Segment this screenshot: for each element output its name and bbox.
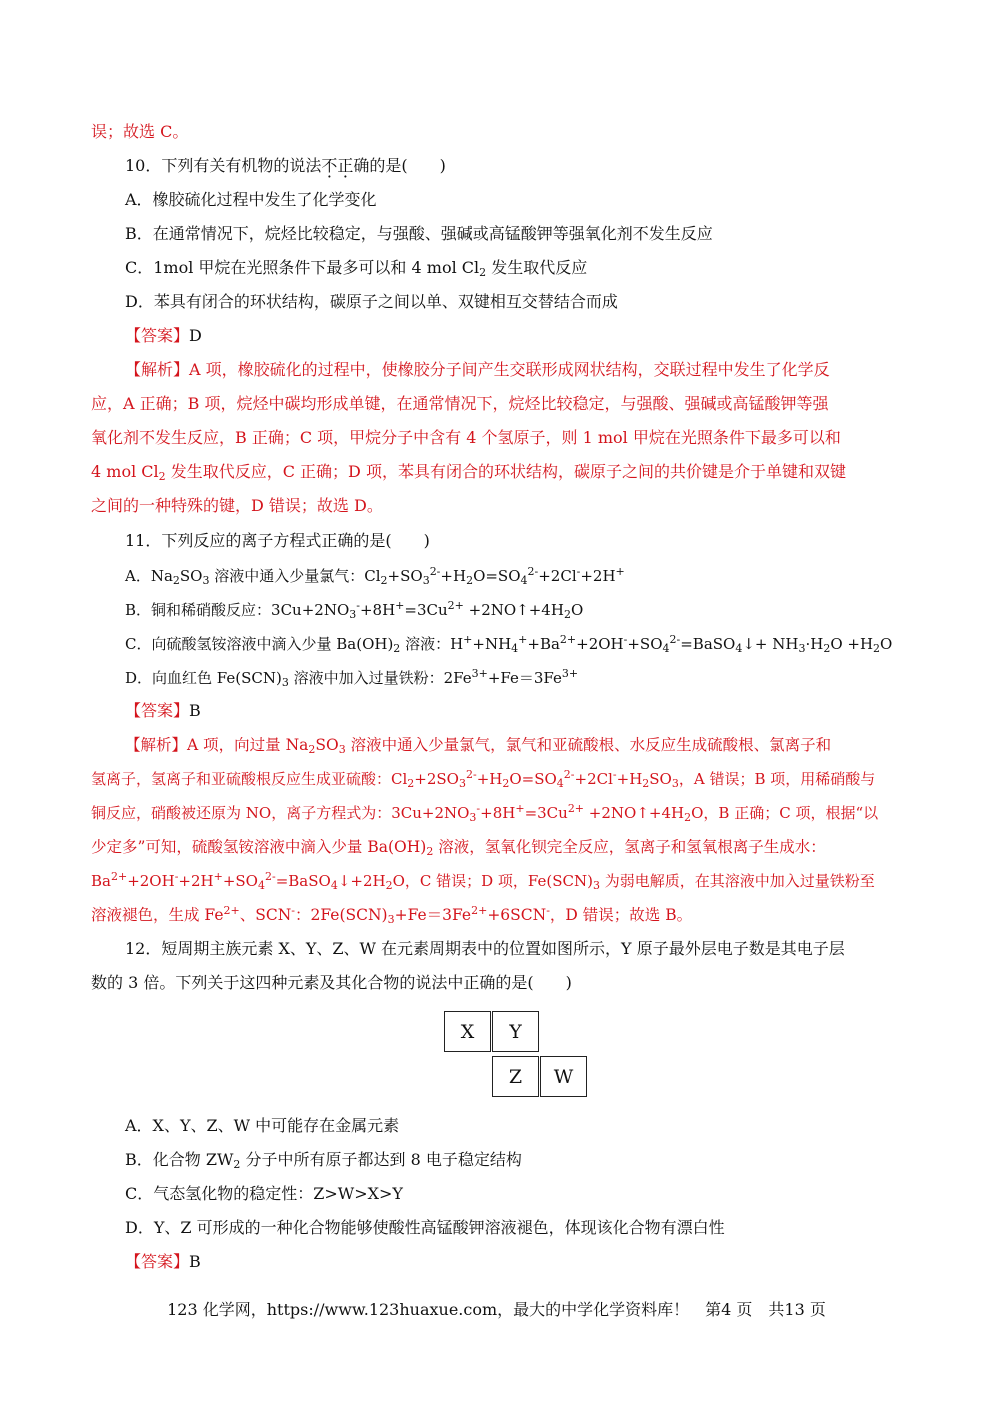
subscript: 3	[281, 676, 289, 689]
subscript: 2	[393, 642, 401, 655]
q10-answer	[125, 325, 202, 347]
superscript: -	[476, 802, 481, 815]
subscript: 4	[556, 777, 564, 790]
q10-explanation-1	[125, 359, 830, 381]
text: A．Na	[125, 567, 173, 585]
q10-option-c	[125, 257, 587, 279]
text: 溶液，氢氧化钡完全反应，氢离子和氢氧根离子生成水：	[433, 838, 826, 856]
text: +NH	[472, 635, 512, 653]
subscript: 4	[511, 642, 519, 655]
superscript: 2-	[264, 870, 276, 883]
subscript: 2	[563, 608, 571, 621]
q11-explanation-6	[91, 904, 692, 926]
q10-option-a: A．橡胶硫化过程中发生了化学变化	[125, 190, 377, 209]
subscript: 3	[202, 574, 210, 587]
text: +8H	[359, 601, 396, 619]
emphasis-char: 正	[337, 156, 354, 175]
superscript: -	[291, 904, 295, 917]
q11-answer	[125, 700, 201, 722]
q11-explanation-2	[91, 768, 875, 790]
text: O，C 错误；D 项，Fe(SCN)	[392, 872, 593, 890]
stem-text: 10．下列有关有机物的说法	[125, 156, 322, 175]
superscript: +	[518, 633, 528, 646]
subscript: 3	[422, 574, 430, 587]
subscript: 2	[642, 777, 650, 790]
superscript: -	[612, 768, 617, 781]
superscript: 2+	[559, 633, 577, 646]
superscript: -	[174, 870, 179, 883]
subscript: 3	[671, 777, 679, 790]
superscript: +	[515, 802, 525, 815]
text: O +H	[830, 635, 874, 653]
text: 少定多”可知，硫酸氢铵溶液中滴入少量 Ba(OH)	[91, 838, 427, 856]
subscript: 2	[385, 879, 393, 892]
subscript: 2	[172, 574, 180, 587]
text: +H	[440, 567, 467, 585]
text: 发生取代反应，C 正确；D 项，苯具有闭合的环状结构，碳原子之间的共价键是介于单键和双键	[165, 462, 846, 481]
subscript: 3	[458, 777, 466, 790]
q10-explanation-2: 应，A 正确；B 项，烷烃中碳均形成单键，在通常情况下，烷烃比较稳定，与强酸、强碱或高锰酸钾等强	[91, 394, 829, 413]
text: 、SCN	[239, 906, 292, 924]
text: =3Cu	[524, 804, 568, 822]
text: O=SO	[509, 770, 557, 788]
superscript: 2+	[110, 870, 128, 883]
subscript: 2	[407, 777, 415, 790]
cell-z: Z	[492, 1056, 539, 1097]
text: 溶液中通入少量氯气：Cl	[209, 567, 381, 585]
answer-tag: 【答案】	[125, 326, 190, 345]
text: +SO	[627, 635, 663, 653]
q12-option-b	[125, 1149, 522, 1171]
text: 4 mol Cl	[91, 462, 159, 481]
text: SO	[315, 736, 339, 754]
subscript: 2	[158, 470, 166, 483]
text: ，A 错误；B 项，用稀硝酸与	[678, 770, 876, 788]
text: 溶液褪色，生成 Fe	[91, 906, 224, 924]
superscript: -	[623, 633, 628, 646]
text: +2Cl	[538, 567, 577, 585]
text: A 项，向过量 Na	[187, 736, 309, 754]
q11-option-b	[125, 599, 583, 621]
text: SO	[179, 567, 203, 585]
subscript: 3	[387, 913, 395, 926]
subscript: 2	[684, 811, 692, 824]
subscript: 2	[233, 1158, 241, 1171]
q12-option-d: D．Y、Z 可形成的一种化合物能够使酸性高锰酸钾溶液褪色，体现该化合物有漂白性	[125, 1218, 725, 1237]
text: 为弱电解质，在其溶液中加入过量铁粉至	[599, 872, 875, 890]
text: +2H	[580, 567, 616, 585]
continued-text: 误；故选 C。	[91, 122, 189, 141]
subscript: 2	[479, 266, 487, 279]
text: +H	[616, 770, 643, 788]
text: O	[880, 635, 893, 653]
superscript: 2+	[471, 904, 488, 917]
text: 氢离子，氢离子和亚硫酸根反应生成亚硫酸：Cl	[91, 770, 408, 788]
q11-explanation-5	[91, 870, 875, 892]
subscript: 2	[380, 574, 388, 587]
text: +Fe＝3Fe	[487, 669, 562, 687]
answer-value: D	[189, 326, 202, 345]
text: SO	[649, 770, 672, 788]
text: +Fe＝3Fe	[394, 906, 472, 924]
q10-explanation-5: 之间的一种特殊的键，D 错误；故选 D。	[91, 496, 383, 515]
subscript: 4	[330, 879, 338, 892]
text: 发生取代反应	[486, 258, 588, 277]
answer-tag: 【答案】	[125, 701, 190, 720]
text: Ba	[91, 872, 111, 890]
q12-answer	[125, 1251, 201, 1273]
superscript: 2-	[527, 565, 539, 578]
answer-value: B	[189, 701, 201, 720]
subscript: 3	[338, 743, 346, 756]
subscript: 4	[520, 574, 528, 587]
superscript: 2-	[669, 633, 681, 646]
text: 溶液中通入少量氯气，氯气和亚硫酸根、水反应生成硫酸根、氯离子和	[345, 736, 832, 754]
superscript: 2+	[223, 904, 240, 917]
text: 分子中所有原子都达到 8 电子稳定结构	[240, 1150, 522, 1169]
subscript: 3	[798, 642, 806, 655]
subscript: 2	[873, 642, 881, 655]
text: 铜反应，硝酸被还原为 NO，离子方程式为：3Cu+2NO	[91, 804, 470, 822]
subscript: 2	[308, 743, 316, 756]
superscript: 3+	[471, 667, 488, 680]
text: C．1mol 甲烷在光照条件下最多可以和 4 mol Cl	[125, 258, 480, 277]
text: ：2Fe(SCN)	[295, 906, 388, 924]
text: +2H	[178, 872, 214, 890]
superscript: 2-	[465, 768, 477, 781]
superscript: 2-	[563, 768, 575, 781]
text: +2OH	[576, 635, 624, 653]
text: +2Cl	[574, 770, 613, 788]
q12-option-a: A．X、Y、Z、W 中可能存在金属元素	[125, 1116, 400, 1135]
text: =3Cu	[404, 601, 448, 619]
text: +2SO	[414, 770, 459, 788]
answer-tag: 【答案】	[125, 1252, 190, 1271]
text: B．铜和稀硝酸反应：3Cu+2NO	[125, 601, 350, 619]
q10-explanation-4	[91, 461, 846, 483]
subscript: 2	[502, 777, 510, 790]
text: +2NO↑+4H	[584, 804, 685, 822]
text: A 项，橡胶硫化的过程中，使橡胶分子间产生交联形成网状结构，交联过程中发生了化学反	[189, 360, 830, 379]
text: +2OH	[127, 872, 175, 890]
text: O，B 正确；C 项，根据“以	[691, 804, 879, 822]
superscript: 2+	[567, 802, 585, 815]
q11-option-a	[125, 565, 625, 587]
cell-x: X	[444, 1011, 491, 1052]
text: +6SCN	[487, 906, 547, 924]
subscript: 3	[349, 608, 357, 621]
subscript: 2	[823, 642, 831, 655]
text: +H	[476, 770, 503, 788]
cell-y: Y	[492, 1011, 539, 1052]
text: +SO	[222, 872, 258, 890]
question-12-stem-2: 数的 3 倍。下列关于这四种元素及其化合物的说法中正确的是( )	[91, 973, 572, 992]
text: 溶液：H	[400, 635, 464, 653]
superscript: -	[546, 904, 550, 917]
q11-explanation-4	[91, 836, 826, 858]
superscript: +	[213, 870, 223, 883]
superscript: +	[615, 565, 625, 578]
subscript: 4	[257, 879, 265, 892]
explanation-tag: 【解析】	[125, 736, 188, 754]
superscript: +	[463, 633, 473, 646]
text: D．向血红色 Fe(SCN)	[125, 669, 282, 687]
q11-explanation-1	[125, 734, 831, 756]
text: 溶液中加入过量铁粉：2Fe	[288, 669, 472, 687]
subscript: 4	[662, 642, 670, 655]
superscript: -	[576, 565, 581, 578]
superscript: 3+	[561, 667, 579, 680]
q11-option-d	[125, 667, 578, 689]
text: ↓+ NH	[742, 635, 799, 653]
text: +SO	[387, 567, 423, 585]
cell-w: W	[540, 1056, 587, 1097]
question-11-stem: 11．下列反应的离子方程式正确的是( )	[125, 531, 430, 550]
text	[187, 736, 831, 754]
text: ，D 错误；故选 B。	[549, 906, 693, 924]
q10-option-d: D．苯具有闭合的环状结构，碳原子之间以单、双键相互交替结合而成	[125, 292, 618, 311]
q11-option-c	[125, 633, 892, 655]
text: C．向硫酸氢铵溶液中滴入少量 Ba(OH)	[125, 635, 394, 653]
subscript: 3	[592, 879, 600, 892]
q10-explanation-3: 氧化剂不发生反应，B 正确；C 项，甲烷分子中含有 4 个氢原子，则 1 mol 甲烷在光照条件下最多可以和	[91, 428, 841, 447]
text: O	[570, 601, 584, 619]
question-10-stem	[125, 155, 446, 177]
text: +8H	[480, 804, 516, 822]
q11-explanation-3	[91, 802, 878, 824]
answer-value: B	[189, 1252, 201, 1271]
subscript: 2	[466, 574, 474, 587]
stem-text: 确的是( )	[353, 156, 446, 175]
q12-option-c: C．气态氢化物的稳定性：Z>W>X>Y	[125, 1184, 403, 1203]
superscript: 2+	[447, 599, 464, 612]
question-12-stem-1: 12．短周期主族元素 X、Y、Z、W 在元素周期表中的位置如图所示，Y 原子最外层电子数是其电子层	[125, 939, 845, 958]
page-footer: 123 化学网，https://www.123huaxue.com，最大的中学化学资料库！ 第4 页 共13 页	[167, 1300, 826, 1319]
text: O=SO	[473, 567, 521, 585]
explanation-tag: 【解析】	[125, 360, 190, 379]
text: ↓+2H	[337, 872, 386, 890]
subscript: 2	[426, 845, 434, 858]
superscript: -	[356, 599, 360, 612]
superscript: 2-	[429, 565, 441, 578]
subscript: 3	[469, 811, 477, 824]
subscript: 4	[735, 642, 743, 655]
emphasis-char: 不	[321, 156, 338, 175]
text: =BaSO	[275, 872, 331, 890]
text: +Ba	[527, 635, 560, 653]
superscript: +	[395, 599, 405, 612]
text: B．化合物 ZW	[125, 1150, 234, 1169]
text: +2NO↑+4H	[463, 601, 564, 619]
text: =BaSO	[680, 635, 736, 653]
text: ·H	[805, 635, 824, 653]
q10-option-b: B．在通常情况下，烷烃比较稳定，与强酸、强碱或高锰酸钾等强氧化剂不发生反应	[125, 224, 713, 243]
